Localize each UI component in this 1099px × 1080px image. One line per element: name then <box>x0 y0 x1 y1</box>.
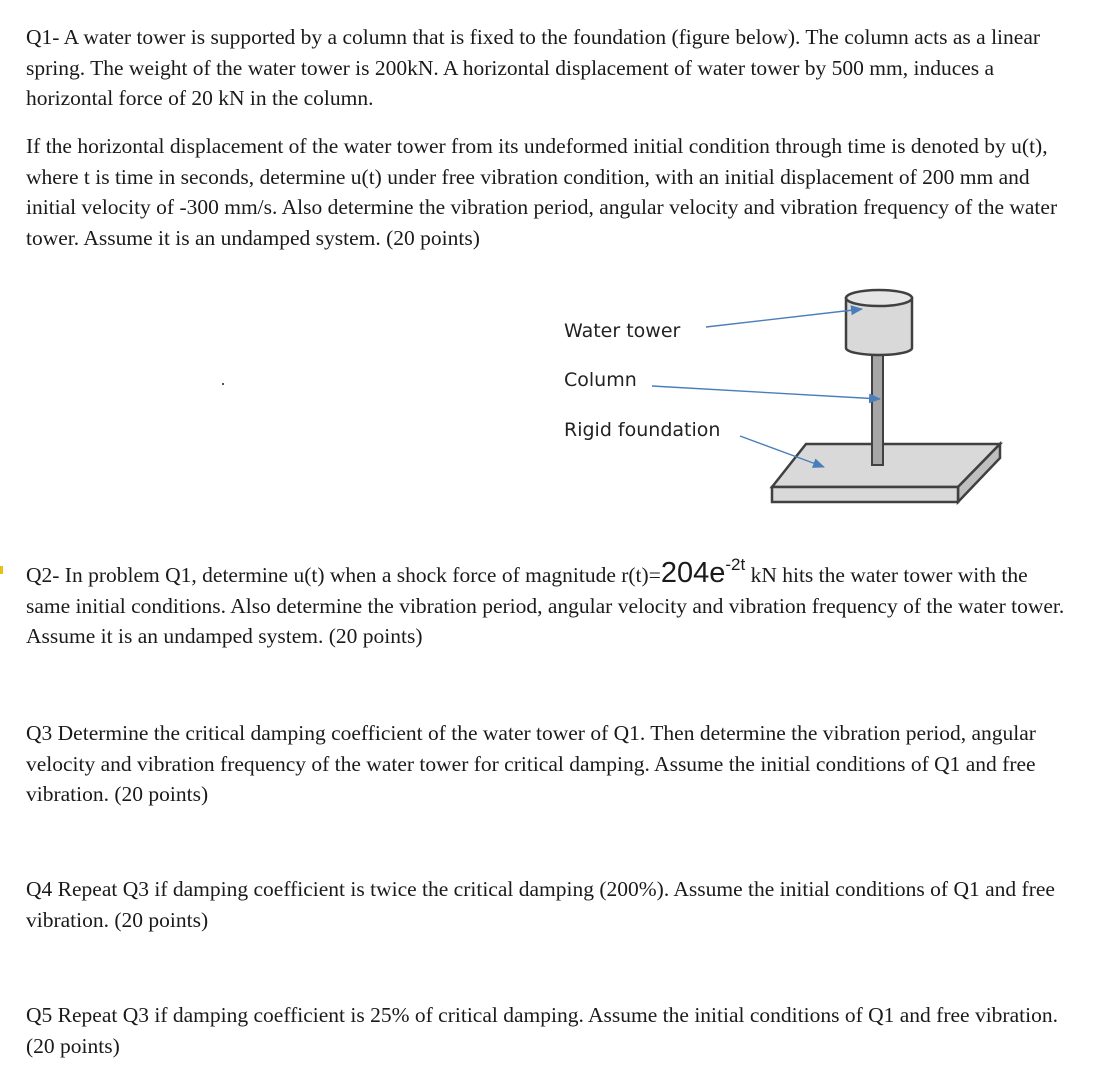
q5-question: Q5 Repeat Q3 if damping coefficient is 25% of critical damping. Assume the initial conditions of Q1 and free vibration. (20 points) <box>26 1003 1058 1058</box>
stray-dot-mark <box>222 383 224 385</box>
arrow-to-tower <box>706 309 862 327</box>
q1-problem-statement: Q1- A water tower is supported by a column that is fixed to the foundation (figure below). The column acts as a linear spring. The weight of the water tower is 200kN. A horizontal displacement of water tower by 500 mm, induces a horizontal force of 20 kN in the column. <box>26 25 1041 110</box>
q3-question: Q3 Determine the critical damping coefficient of the water tower of Q1. Then determine the vibration period, angular velocity and vibration frequency of the water tower for critical damping. Assume the initial conditions of Q1 and free vibration. (20 points) <box>26 721 1036 806</box>
q2-text-before: Q2- In problem Q1, determine u(t) when a shock force of magnitude r(t)= <box>26 563 661 587</box>
q2-force-exponent: -2t <box>725 555 746 574</box>
label-water-tower: Water tower <box>564 320 681 342</box>
foundation-slab-right-side <box>958 444 1000 502</box>
margin-marker <box>0 566 3 574</box>
q2-question <box>26 555 1076 652</box>
q4-question: Q4 Repeat Q3 if damping coefficient is twice the critical damping (200%). Assume the initial conditions of Q1 and free vibration. (20 points) <box>26 877 1055 932</box>
water-tank-top <box>846 290 912 306</box>
q1-task-statement: If the horizontal displacement of the water tower from its undeformed initial condition through time is denoted by u(t), where t is time in seconds, determine u(t) under free vibration condition, with an initial displacement of 200 mm and initial velocity of -300 mm/s. Also determine the vibration period, angular velocity and vibration frequency of the water tower. Assume it is an undamped system. (20 points) <box>26 134 1058 250</box>
arrow-to-foundation <box>740 436 824 467</box>
label-column: Column <box>564 369 637 391</box>
water-tank-body <box>846 298 912 355</box>
arrow-to-column <box>652 386 880 399</box>
label-rigid-foundation: Rigid foundation <box>564 419 721 441</box>
foundation-slab-top <box>772 444 1000 487</box>
q2-text-after: kN hits the water tower with the same initial conditions. Also determine the vibration period, angular velocity and vibration frequency of the water tower. Assume it is an undamped system. (20 points) <box>26 563 1065 648</box>
foundation-slab-front <box>772 487 958 502</box>
column-shaft <box>872 355 883 465</box>
q2-force-coefficient: 204e <box>660 557 726 589</box>
